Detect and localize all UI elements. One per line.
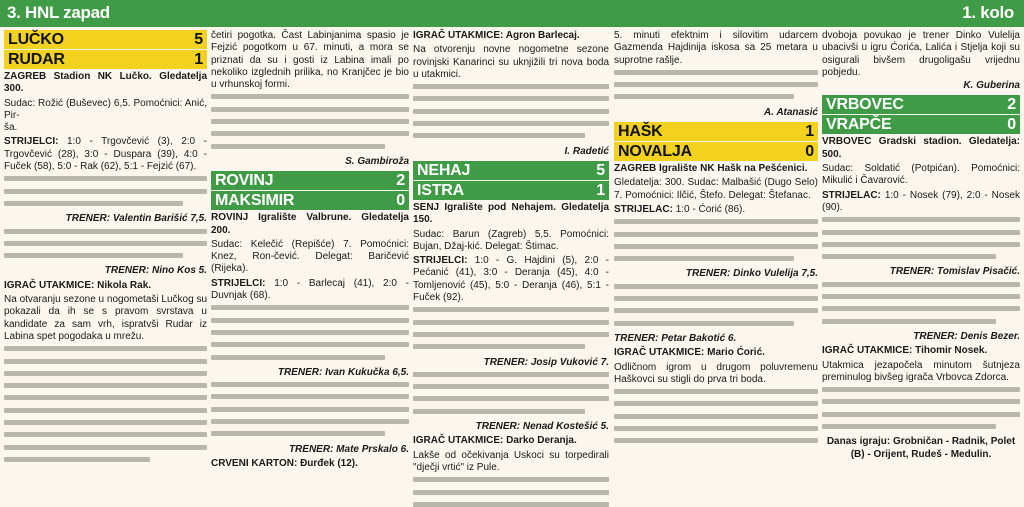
team-row-away bbox=[4, 50, 207, 69]
lineup-away-placeholder bbox=[4, 229, 207, 259]
match-venue: ROVINJ Igralište Valbrune. Gledatelja 200. bbox=[211, 212, 409, 236]
column-1 bbox=[4, 30, 207, 442]
round-label: 1. kolo bbox=[962, 3, 1014, 22]
match-referee: Sudac: Rožić (Buševec) 6,5. Pomoćnici: Anić, Pir- bbox=[4, 97, 207, 121]
column-4 bbox=[614, 30, 818, 442]
match-report: Lakše od očekivanja Uskoci su torpedirali "dječji vrtić" iz Pule. bbox=[413, 449, 609, 473]
lineup-away-placeholder bbox=[822, 282, 1020, 324]
match-report: Na otvorenju novne nogometne sezone rovinjski Kanarinci su uknjižili tri nova boda u utakmici. bbox=[413, 44, 609, 80]
player-of-match: IGRAČ UTAKMICE: Darko Deranja. bbox=[413, 435, 577, 447]
report-placeholder bbox=[4, 346, 207, 462]
match-venue: ZAGREB Stadion NK Lučko. Gledatelja 300. bbox=[4, 71, 207, 95]
lineup-home-placeholder bbox=[614, 219, 818, 261]
trainer-away: TRENER: Denis Bezer. bbox=[913, 330, 1020, 342]
lineup-home-placeholder bbox=[4, 176, 207, 206]
report-placeholder bbox=[614, 70, 818, 100]
match-goals: STRIJELAC: 1:0 - Nosek (79), 2:0 - Nosek (90). bbox=[822, 189, 1021, 213]
team-row-home: VRBOVEC 2 bbox=[822, 95, 1020, 114]
report-continued: 5. minuti efektnim i silovitim udarcem Gazmenda Hajdinija iskosa sa 25 metara u suprotne rašlje. bbox=[614, 30, 818, 66]
player-of-match: IGRAČ UTAKMICE: Mario Ćorić. bbox=[614, 347, 765, 359]
match-report: Odličnom igrom u drugom poluvremenu Haškovci su stigli do prva tri boda. bbox=[614, 361, 818, 385]
match-goals: STRIJELCI: 1:0 - Trgovčević (3), 2:0 - Trgovčević (28), 3:0 - Duspara (39), 4:0 - Fuček (58), 5:0 - Rak (62), 5:1 - Fejzić (67). bbox=[4, 136, 207, 173]
match-goals: STRIJELCI: 1:0 - Barlecaj (41), 2:0 - Duvnjak (68). bbox=[211, 277, 409, 302]
trainer-away: TRENER: Nenad Kostešić 5. bbox=[475, 421, 609, 433]
match-venue: ZAGREB Igralište NK Hašk na Pešćenici. bbox=[614, 163, 808, 175]
report-placeholder bbox=[822, 387, 1020, 429]
report-placeholder bbox=[211, 94, 409, 148]
report-placeholder bbox=[614, 389, 818, 443]
author-signature: K. Guberina bbox=[963, 80, 1020, 92]
upcoming-fixtures: Danas igraju: Grobničan - Radnik, Polet (B) - Orijent, Rudeš - Medulin. bbox=[826, 436, 1016, 460]
trainer-home: TRENER: Tomislav Pisačić. bbox=[889, 266, 1020, 278]
team-row-home: HAŠK 1 bbox=[614, 122, 818, 141]
team-row-home bbox=[4, 30, 207, 49]
match-referee: Gledatelja: 300. Sudac: Malbašić (Dugo Selo) 7. Pomoćnici: Ilčić, Štefo. Delegat: Štefanac. bbox=[614, 177, 818, 201]
author-signature: S. Gambiroža bbox=[345, 155, 409, 167]
player-of-match: IGRAČ UTAKMICE: Agron Barlecaj. bbox=[413, 30, 580, 41]
column-5 bbox=[822, 30, 1021, 460]
trainer-away: TRENER: Mate Prskalo 6. bbox=[288, 443, 409, 455]
team-row-away: NOVALJA 0 bbox=[614, 142, 818, 161]
section-title: 3. HNL zapad bbox=[7, 3, 110, 22]
report-continued: četiri pogotka. Čast Labinjanima spasio je Fejzić pogotkom u 67. minuti, a mora se priznati da su i gosti iz Labina imali po nekoliko izglednih prilika, no Kranjčec je bio u vrhunskoj formi. bbox=[211, 30, 409, 91]
team-score: 5 bbox=[194, 31, 203, 48]
match-report: Utakmica jezapočela minutom šutnjeza preminulog bivšeg igrača Vrbovca Zdorca. bbox=[822, 359, 1020, 383]
match-referee: Sudac: Soldatić (Potpićan). Pomoćnici: Mikulić i Čavarović. bbox=[822, 163, 1020, 187]
player-of-match: IGRAČ UTAKMICE: Tihomir Nosek. bbox=[822, 345, 988, 357]
lineup-away-placeholder bbox=[614, 284, 818, 326]
match-goals: STRIJELCI: 1:0 - G. Hajdini (5), 2:0 - Pećanić (41), 3:0 - Deranja (45), 4:0 - Tomljenović (45), 5:0 - Deranja (46), 5:1 - Fuček (92). bbox=[413, 255, 609, 304]
lineup-home-placeholder bbox=[413, 307, 609, 349]
report-placeholder bbox=[413, 84, 609, 138]
lineup-home-placeholder bbox=[211, 305, 409, 359]
trainer-home: TRENER: Ivan Kukučka 6,5. bbox=[277, 366, 409, 378]
match-referee: Sudac: Barun (Zagreb) 5,5. Pomoćnici: Bujan, Džaj-kić. Delegat: Štimac. bbox=[413, 228, 609, 252]
trainer-home: TRENER: Valentin Barišić 7,5. bbox=[65, 213, 207, 225]
author-signature: I. Radetić bbox=[564, 145, 609, 157]
trainer-home: TRENER: Dinko Vulelija 7,5. bbox=[685, 268, 818, 280]
team-row-home: NEHAJ 5 bbox=[413, 161, 609, 180]
lineup-home-placeholder bbox=[822, 217, 1020, 259]
match-goals: STRIJELAC: 1:0 - Ćorić (86). bbox=[614, 203, 746, 215]
report-placeholder bbox=[413, 477, 609, 507]
column-3 bbox=[413, 30, 609, 473]
trainer-away: TRENER: Nino Kos 5. bbox=[104, 265, 207, 277]
team-row-home: ROVINJ 2 bbox=[211, 171, 409, 190]
team-name: RUDAR bbox=[8, 51, 65, 68]
match-referee-cont: ša. bbox=[4, 122, 18, 134]
report-continued: dvoboja povukao je trener Dinko Vulelija ubacivši u igru Ćorića, Lalića i Stjelja koji su osigurali bivšem drugoligašu vrijednu pobjedu. bbox=[822, 30, 1020, 78]
lineup-away-placeholder bbox=[211, 382, 409, 436]
team-row-away: VRAPČE 0 bbox=[822, 115, 1020, 134]
team-row-away: MAKSIMIR 0 bbox=[211, 191, 409, 210]
section-banner bbox=[0, 0, 1024, 27]
trainer-home: TRENER: Josip Vuković 7. bbox=[483, 356, 609, 368]
column-2 bbox=[211, 30, 409, 469]
trainer-away: TRENER: Petar Bakotić 6. bbox=[614, 332, 737, 344]
team-score: 1 bbox=[194, 51, 203, 68]
match-venue: VRBOVEC Gradski stadion. Gledatelja: 500. bbox=[822, 136, 1020, 160]
author-signature: A. Atanasić bbox=[763, 106, 818, 118]
match-venue: SENJ Igralište pod Nehajem. Gledatelja 150. bbox=[413, 201, 609, 226]
team-name: LUČKO bbox=[8, 31, 64, 48]
lineup-away-placeholder bbox=[413, 372, 609, 414]
match-referee: Sudac: Kelečić (Repišće) 7. Pomoćnici: Knez, Ron-čević. Delegat: Baričević (Rijeka). bbox=[211, 238, 409, 275]
player-of-match: IGRAČ UTAKMICE: Nikola Rak. bbox=[4, 279, 152, 291]
red-card: CRVENI KARTON: Đurđek (12). bbox=[211, 457, 358, 469]
match-report: Na otvaranju sezone u nogometaši Lučkog su pokazali da ih se s pravom svrstava u kandidate za sam vrh, ispratvši Rudar iz Labina spet pogodaka u mrežu. bbox=[4, 294, 207, 342]
team-row-away: ISTRA 1 bbox=[413, 181, 609, 200]
